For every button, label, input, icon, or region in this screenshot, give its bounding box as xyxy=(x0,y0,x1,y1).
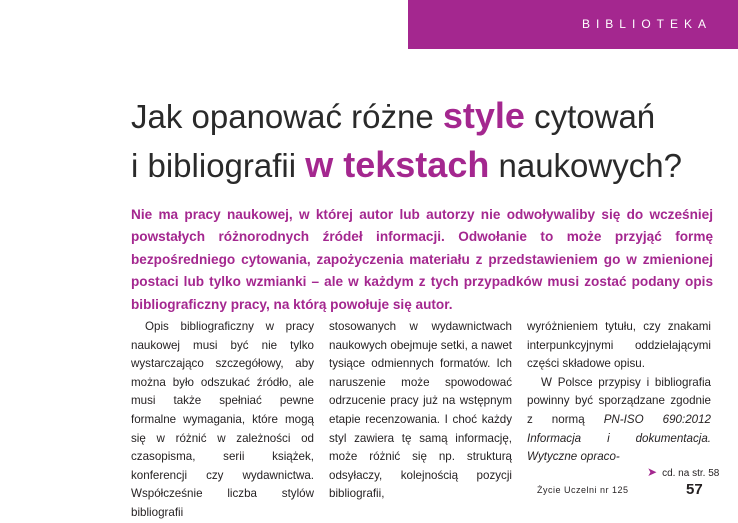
column-3-paragraph-2 xyxy=(527,374,711,467)
column-3-paragraph-1: wyróżnieniem tytułu, czy znakami interpunkcyjnymi oddzielającymi części składowe opisu. xyxy=(527,320,711,371)
arrow-right-icon: ➤ xyxy=(647,465,658,479)
lead-paragraph: Nie ma pracy naukowej, w której autor lub autorzy nie odwoływaliby się do wcześniej powstałych różnorodnych źródeł informacji. Odwołanie to może przyjąć formę bezpośredniego cytowania, zapożyczenia materiału z przedstawieniem go w zmienionej postaci lub tylko wzmianki – ale w każdym z tych przypadków musi zostać podany opis bibliograficzny pracy, na którą powołuje się autor. xyxy=(131,207,713,312)
section-label: BIBLIOTEKA xyxy=(581,17,712,31)
title-part: Jak opanować różne xyxy=(131,98,443,135)
title-highlight: style xyxy=(442,95,525,136)
publication-footer: Życie Uczelni nr 125 xyxy=(537,485,629,495)
section-tag xyxy=(408,0,738,49)
column-3-text: W Polsce przypisy i bibliografia powinny być sporządzane zgodnie z normą xyxy=(527,375,711,426)
title-highlight: w tekstach xyxy=(305,144,490,185)
continued-note xyxy=(647,465,719,479)
continued-text: cd. na str. 58 xyxy=(662,468,720,479)
title-part: cytowań xyxy=(524,98,656,135)
title-part: i bibliografii xyxy=(131,147,306,184)
body-column-1: Opis bibliograficzny w pracy naukowej musi być nie tylko wystarczająco szczegółowy, aby można było odszukać źródło, ale musi także spełniać pewne formalne wymagania, które mogą się w różnić w zależności od czasopisma, serii książek, konferencji czy wydawnictwa. Współcześnie liczba stylów bibliografii xyxy=(131,320,314,519)
title-part: naukowych? xyxy=(489,147,682,184)
article-title xyxy=(131,92,731,190)
body-column-2: stosowanych w wydawnictwach naukowych obejmuje setki, a nawet tysiące odmiennych formatów. Ich naruszenie może spowodować odrzucenie pracy już na wstępnym etapie recenzowania. I choć każdy styl zawiera tę samą informację, może różnić się np. strukturą odsyłaczy, kolejnością pozycji bibliografii, xyxy=(329,320,512,501)
standard-reference: PN-ISO 690:2012 Informacja i dokumentacja. Wytyczne opraco- xyxy=(527,412,711,464)
page-number: 57 xyxy=(686,481,703,498)
body-column-3 xyxy=(527,318,711,467)
